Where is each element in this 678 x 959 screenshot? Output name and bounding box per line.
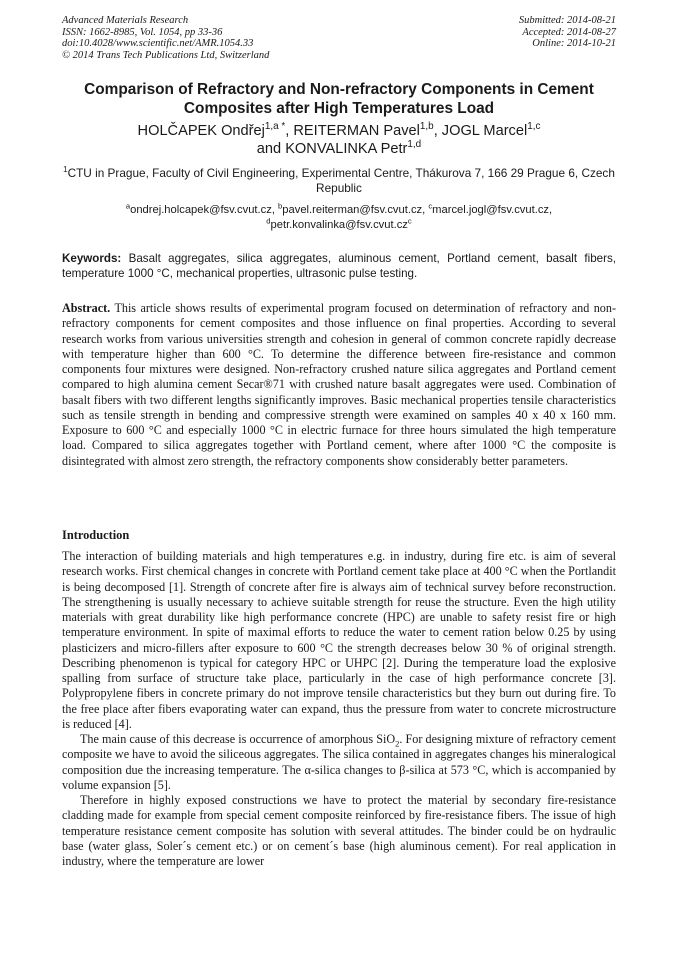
email-list: $^a$ondrej.holcapek@fsv.cvut.cz, $^b$pavel.reiterman@fsv.cvut.cz, $^c$marcel.jogl@fsv.cvut.cz, $^dpetr.konvalinka@fsv.cvut.cz^c$ <box>125 201 553 231</box>
journal-header-right <box>519 15 616 50</box>
author-affiliation-mark: 1,d <box>407 139 422 151</box>
doi-line: doi:10.4028/www.scientific.net/AMR.1054.33 <box>62 38 254 49</box>
introduction-body <box>62 549 616 869</box>
author-name: REITERMAN Pavel <box>293 123 420 139</box>
paper-title: Comparison of Refractory and Non-refractory Components in Cement Composites after High Temperatures Load <box>84 81 594 117</box>
submitted-date: Submitted: 2014-08-21 <box>518 15 616 26</box>
affiliation <box>62 166 616 196</box>
paragraph: The main cause of this decrease is occurrence of amorphous SiO$_2$. For designing mixture of refractory cement composite we have to avoid the siliceous aggregates. The silica contained in aggregates changes his mineralogical composition due the increasing temperature. The α-silica changes to β-silica at 573 °C, which is accompanied by volume expansion [5]. <box>62 732 617 792</box>
author-name: JOGL Marcel <box>441 123 528 139</box>
affiliation-mark: 1 <box>63 165 68 175</box>
section-heading-introduction: Introduction <box>62 528 130 542</box>
issn-line: ISSN: 1662-8985, Vol. 1054, pp 33-36 <box>62 26 223 38</box>
email-link[interactable]: ondrej.holcapek@fsv.cvut.cz <box>130 204 272 216</box>
keywords-block <box>62 251 616 281</box>
author-name: KONVALINKA Petr <box>285 141 408 157</box>
affiliation-text: CTU in Prague, Faculty of Civil Engineering, Experimental Centre, Thákurova 7, 166 29 Prague 6, Czech Republic <box>67 166 615 195</box>
journal-name: Advanced Materials Research <box>62 15 189 26</box>
abstract-label: Abstract. <box>62 301 111 315</box>
accepted-date: Accepted: 2014-08-27 <box>522 26 616 38</box>
keywords-label: Keywords: <box>62 252 122 265</box>
author-list: HOLČAPEK Ondřej$^{1,a *}$, REITERMAN Pavel$^{1,b}$, JOGL Marcel$^{1,c}$ and KONVALINKA Petr$^{1,d}$ <box>137 121 541 157</box>
keywords-text: Basalt aggregates, silica aggregates, aluminous cement, Portland cement, basalt fibers, temperature 1000 °C, mechanical properties, ultrasonic pulse testing. <box>62 252 616 281</box>
email-link[interactable]: pavel.reiterman@fsv.cvut.cz <box>282 204 423 216</box>
online-date: Online: 2014-10-21 <box>532 38 616 49</box>
copyright-line: © 2014 Trans Tech Publications Ltd, Switzerland <box>62 49 270 61</box>
paragraph: Therefore in highly exposed constructions we have to protect the material by secondary fire-resistance cladding made for example from special cement composite reinforced by fire-resistance fibers. The issue of high temperature resistance cement composite has solution with several attitudes. The binder could be on hydraulic base (water glass, Soler´s cement etc.) or on cement´s base (high aluminous cement). For real application in industry, where the temperature are lower <box>62 793 616 868</box>
paragraph: The interaction of building materials and high temperatures e.g. in industry, during fire etc. is aim of several research works. First chemical changes in concrete with Portland cement take place at 400 °C when the Portlandit is being decomposed [1]. Strength of concrete after fire is always aim of technical survey before reconstruction. The strengthening is usually necessary to achieve suitable strength for reuse the structure. Even the high utility materials with great durability like high performance concrete (HPC) are unable to safety resist fire or high temperature environment. In spite of maximal efforts to reduce the water to cement ration below 0.25 by using plasticizers and micro-fillers after exposure to 600 °C the strength decreases below 30 % of original strength. Describing phenomenon is typical for category HPC or UHPC [2]. During the temperature load the explosive spalling from surface of structure take place, particularly in the case of high performance concrete [3]. Polypropylene fibers in concrete primary do not improve tensile characteristics but they burn out during fire. To the free place after fibers evaporating water can expand, thus the pressure from water to concrete microstructure is reduced [4]. <box>62 549 616 731</box>
author-affiliation-mark: 1,a * <box>264 121 286 133</box>
journal-header-left <box>62 15 269 61</box>
abstract-block <box>62 301 616 469</box>
email-link[interactable]: petr.konvalinka@fsv.cvut.cz <box>270 218 408 231</box>
abstract-text: This article shows results of experimental program focused on determination of refractory and non-refractory components for cement composites and those influence on final properties. According to several research works from various universities strength and cohesion in general of common concrete rapidly decrease with temperature higher than 600 °C. To determine the difference between fire-resistance and common components four mixtures were designed. Non-refractory crushed nature silica aggregates and Portland cement compared to high alumina cement Secar®71 with crushed nature basalt aggregates were used. Combination of basalt fibers with two different lengths significantly improves. Basic mechanical properties tensile characteristics such as tensile strength in bending and compressive strength were examined on samples 40 x 40 x 160 mm. Exposure to 600 °C and especially 1000 °C in electric furnace for three hours simulated the high temperature load. Compared to silica aggregates together with Portland cement, where after 1000 °C the composite is disintegrated with almost zero strength, the refractory components show considerably better parameters. <box>62 301 616 468</box>
email-link[interactable]: marcel.jogl@fsv.cvut.cz <box>432 204 550 216</box>
author-affiliation-mark: 1,c <box>527 121 541 133</box>
author-name: HOLČAPEK Ondřej <box>137 123 265 139</box>
author-affiliation-mark: 1,b <box>419 121 434 133</box>
